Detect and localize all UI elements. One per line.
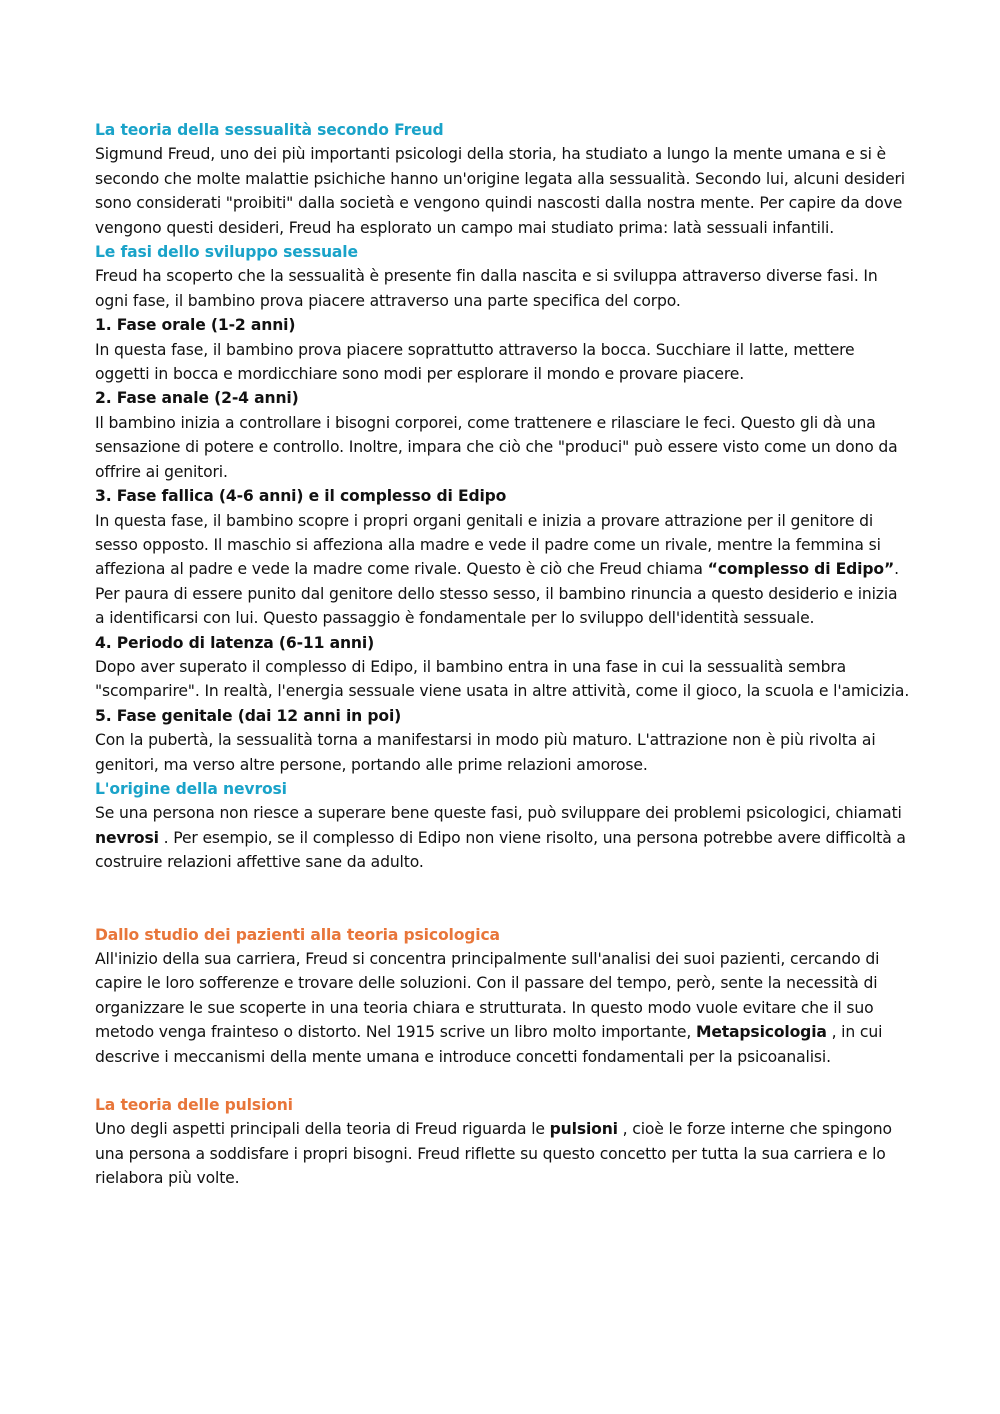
phase-latency-title: 4. Periodo di latenza (6-11 anni) bbox=[95, 633, 375, 652]
paragraph-neurosis bbox=[95, 801, 910, 874]
section-title-drives: La teoria delle pulsioni bbox=[95, 1096, 293, 1115]
phase-anal-text: Il bambino inizia a controllare i bisogni corporei, come trattenere e rilasciare le feci. Questo gli dà una sensazione di potere e controllo. Inoltre, impara che ciò che "produci" può essere visto come un dono da offrire ai genitori. bbox=[95, 413, 898, 481]
phase-phallic-title: 3. Fase fallica (4-6 anni) e il complesso di Edipo bbox=[95, 487, 507, 506]
section-title-phases: Le fasi dello sviluppo sessuale bbox=[95, 243, 358, 262]
paragraph-drives bbox=[95, 1117, 910, 1190]
neurosis-text-a: Se una persona non riesce a superare bene queste fasi, può sviluppare dei problemi psicologici, chiamati bbox=[95, 804, 902, 823]
phase-oral-text: In questa fase, il bambino prova piacere soprattutto attraverso la bocca. Succhiare il latte, mettere oggetti in bocca e mordicchiare sono modi per esplorare il mondo e provare piacere. bbox=[95, 340, 855, 384]
phase-phallic-text-b: . Per paura di essere punito dal genitore dello stesso sesso, il bambino rinuncia a questo desiderio e inizia a identificarsi con lui. Questo passaggio è fondamentale per lo sviluppo dell'identità sessuale. bbox=[95, 560, 899, 628]
phase-phallic-text bbox=[95, 509, 910, 631]
oedipus-complex-term: “complesso di Edipo” bbox=[707, 560, 895, 579]
drives-text-b: , cioè le forze interne che spingono una persona a soddisfare i propri bisogni. Freud riflette su questo concetto per tutta la sua carriera e lo rielabora più volte. bbox=[95, 1120, 892, 1188]
drives-text-a: Uno degli aspetti principali della teoria di Freud riguarda le bbox=[95, 1120, 550, 1139]
patients-text-b: , in cui descrive i meccanismi della mente umana e introduce concetti fondamentali per la psicoanalisi. bbox=[95, 1023, 883, 1066]
phase-phallic-text-a: In questa fase, il bambino scopre i propri organi genitali e inizia a provare attrazione per il genitore di sesso opposto. Il maschio si affeziona alla madre e vede il padre come un rivale, mentre la femmina si affeziona al padre e vede la madre come rivale. Questo è ciò che Freud chiama bbox=[95, 511, 881, 579]
metapsicologia-term: Metapsicologia bbox=[695, 1023, 827, 1042]
phase-anal-title: 2. Fase anale (2-4 anni) bbox=[95, 389, 299, 408]
paragraph-patients-theory bbox=[95, 947, 910, 1069]
paragraph-phases-intro: Freud ha scoperto che la sessualità è presente fin dalla nascita e si sviluppa attraverso diverse fasi. In ogni fase, il bambino prova piacere attraverso una parte specifica del corpo. bbox=[95, 267, 878, 310]
paragraph-intro: Sigmund Freud, uno dei più importanti psicologi della storia, ha studiato a lungo la mente umana e si è secondo che molte malattie psichiche hanno un'origine legata alla sessualità. Secondo lui, alcuni desideri sono considerati "proibiti" dalla società e vengono quindi nascosti dalla nostra mente. Per capire da dove vengono questi desideri, Freud ha esplorato un campo mai studiato prima: latà sessuali infantili. bbox=[95, 145, 905, 237]
section-title-neurosis: L'origine della nevrosi bbox=[95, 779, 287, 798]
phase-latency-text: Dopo aver superato il complesso di Edipo, il bambino entra in una fase in cui la sessualità sembra "scomparire". In realtà, l'energia sessuale viene usata in altre attività, come il gioco, la scuola e l'amicizia. bbox=[95, 657, 910, 701]
section-title-patients-theory: Dallo studio dei pazienti alla teoria psicologica bbox=[95, 925, 500, 944]
phase-genital-text: Con la pubertà, la sessualità torna a manifestarsi in modo più maturo. L'attrazione non è più rivolta ai genitori, ma verso altre persone, portando alle prime relazioni amorose. bbox=[95, 731, 876, 774]
neurosis-text-b: . Per esempio, se il complesso di Edipo non viene risolto, una persona potrebbe avere difficoltà a costruire relazioni affettive sane da adulto. bbox=[95, 828, 906, 872]
phase-oral-title: 1. Fase orale (1-2 anni) bbox=[95, 316, 296, 335]
patients-text-a: All'inizio della sua carriera, Freud si concentra principalmente sull'analisi dei suoi pazienti, cercando di capire le loro sofferenze e trovare delle soluzioni. Con il passare del tempo, però, sente la necessità di organizzare le sue scoperte in una teoria chiara e strutturata. In questo modo vuole evitare che il suo metodo venga frainteso o distorto. Nel 1915 scrive un libro molto importante, bbox=[95, 950, 880, 1042]
spacer bbox=[95, 875, 910, 923]
section-title-sexuality-theory: La teoria della sessualità secondo Freud bbox=[95, 121, 444, 139]
neurosis-term: nevrosi bbox=[95, 828, 159, 847]
spacer bbox=[95, 1069, 910, 1093]
phase-genital-title: 5. Fase genitale (dai 12 anni in poi) bbox=[95, 706, 402, 725]
pulsioni-term: pulsioni bbox=[549, 1120, 618, 1139]
